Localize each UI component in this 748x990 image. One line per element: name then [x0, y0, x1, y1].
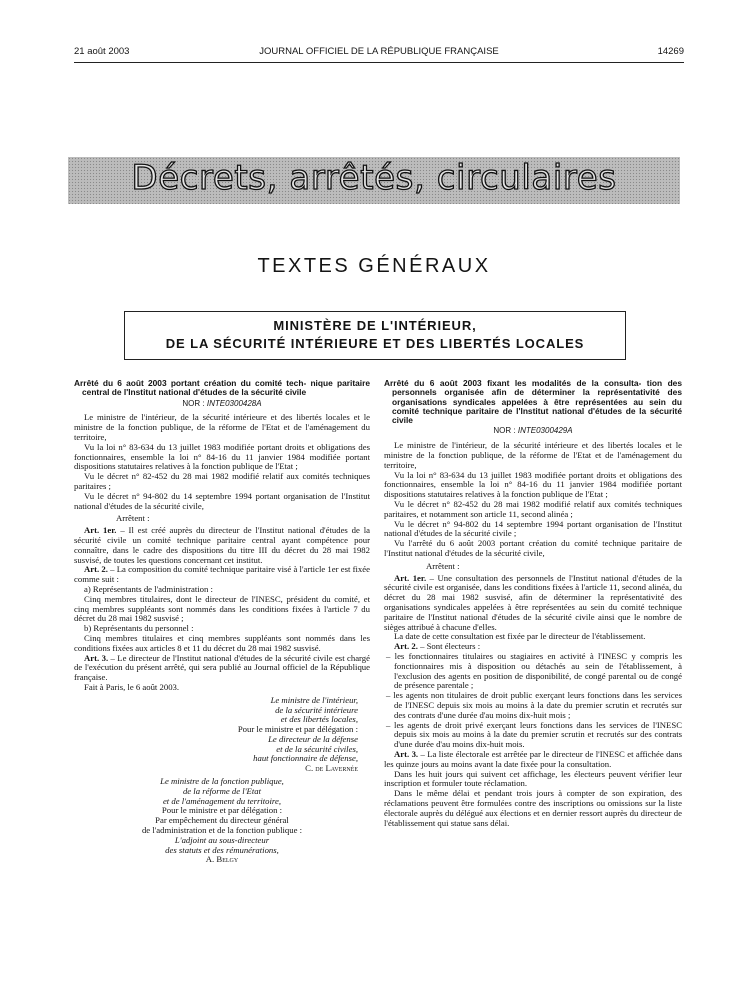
signature-line: de la sécurité intérieure	[275, 704, 358, 715]
signature-line: Pour le ministre et par délégation :	[237, 724, 358, 735]
signature-line: Le ministre de la fonction publique,	[160, 776, 284, 787]
article-text: – Sont électeurs :	[417, 641, 481, 652]
article-label: Art. 3.	[84, 652, 109, 663]
article-3	[384, 750, 682, 770]
paragraph: Dans les huit jours qui suivent cet affichage, les électeurs peuvent vérifier leur inscription et formuler toute réclamation.	[384, 768, 682, 789]
nor-code: INTE0300429A	[517, 426, 573, 436]
signature-line: de la réforme de l'Etat	[182, 785, 262, 796]
right-column	[384, 379, 682, 828]
paragraph: La date de cette consultation est fixée par le directeur de l'établissement.	[394, 631, 646, 642]
signature-line: de l'administration et de la fonction publique :	[141, 825, 303, 836]
decree-title	[384, 379, 682, 425]
list-item: – les agents non titulaires de droit public exerçant leurs fonctions dans les services de l'INESC depuis six mois au moins à la date du premier scrutin et recrutés sur des contrats d'une durée d'au moins dix-huit mois ;	[386, 690, 682, 720]
signing-place-date: Fait à Paris, le 6 août 2003.	[84, 681, 180, 692]
paragraph: b) Représentants du personnel :	[84, 623, 194, 634]
signature-line: L'adjoint au sous-directeur	[174, 834, 270, 845]
signature-line: Le directeur de la défense	[268, 733, 358, 744]
signature-line: Le ministre de l'intérieur,	[270, 694, 358, 705]
signature-line: et de la sécurité civiles,	[276, 743, 358, 754]
header-journal-title: JOURNAL OFFICIEL DE LA RÉPUBLIQUE FRANÇAISE	[259, 46, 499, 57]
paragraph: Vu le décret n° 82-452 du 28 mai 1982 modifié relatif aux comités techniques paritaires, et notamment son article 11, second alinéa ;	[384, 499, 682, 519]
decree-title-first-line: Arrêté du 6 août 2003 portant création du comité tech-	[74, 378, 307, 388]
signature-line: haut fonctionnaire de défense,	[253, 753, 358, 764]
header-date: 21 août 2003	[74, 46, 130, 57]
paragraph: Vu le décret n° 82-452 du 28 mai 1982 modifié relatif aux comités techniques paritaires ;	[74, 471, 370, 491]
section-banner	[68, 157, 680, 204]
section-title: TEXTES GÉNÉRAUX	[257, 255, 491, 277]
list-item: – les fonctionnaires titulaires ou stagiaires en activité à l'INESC y compris les fonctionnaires mis à disposition ou détachés au sein de l'établissement, à l'exclusion des agents en position de disponibilité, de congé parental ou de congé de présence parentale ;	[386, 651, 682, 691]
decree-title-rest: nique paritaire central de l'Institut national d'études de la sécurité civile	[82, 378, 371, 398]
banner-title: Décrets, arrêtés, circulaires	[131, 158, 617, 198]
paragraph: Vu l'arrêté du 6 août 2003 portant création du comité technique paritaire de l'Institut national d'études de la sécurité civile,	[384, 538, 682, 559]
article-text: – La composition du comité technique paritaire visé à l'article 1er est fixée comme suit :	[74, 564, 370, 585]
paragraph: Vu la loi n° 83-634 du 13 juillet 1983 modifiée portant droits et obligations des fonctionnaires, ensemble la loi n° 84-16 du 11 janvier 1984 modifiée portant dispositions statutaires relatives à la fonction publique de l'Etat ;	[384, 469, 682, 500]
decree-title-first-line: Arrêté du 6 août 2003 fixant les modalités de la consulta-	[384, 378, 642, 388]
ministry-line-2: DE LA SÉCURITÉ INTÉRIEURE ET DES LIBERTÉS LOCALES	[165, 336, 585, 351]
article-2	[74, 565, 370, 585]
running-header	[74, 46, 684, 60]
paragraph: Cinq membres titulaires, dont le directeur de l'INESC, président du comité, et cinq membres suppléants sont nommés dans les conditions fixées à l'article 7 du décret du 28 mai 1982 susvisé ;	[74, 593, 370, 624]
article-1	[74, 526, 370, 565]
signatory-name: A. Belgy	[205, 854, 239, 865]
paragraph: Dans le même délai et pendant trois jours à compter de son expiration, des réclamations peuvent être formulées contre des inscriptions ou omissions sur la liste électorale auprès du délégué aux élections et en dernier ressort auprès du directeur de l'établissement qui statue sans délai.	[384, 788, 682, 828]
article-3	[74, 654, 370, 683]
nor-label: NOR :	[182, 398, 205, 408]
signature-line: et de l'aménagement du territoire,	[162, 795, 282, 806]
signature-line: des statuts et des rémunérations,	[165, 844, 279, 855]
paragraph: Vu le décret n° 94-802 du 14 septembre 1994 portant organisation de l'Institut national d'études de la sécurité civile,	[74, 490, 370, 511]
ministry-line-1: MINISTÈRE DE L'INTÉRIEUR,	[273, 318, 477, 333]
signature-line: et des libertés locales,	[280, 714, 358, 725]
elector-list	[384, 652, 682, 750]
paragraph: a) Représentants de l'administration :	[84, 583, 213, 594]
article-text: – Une consultation des personnels de l'Institut national d'études de la sécurité civile est organisée, dans les conditions fixées à l'article 11, second alinéa, du décret du 28 mai 1982 susvisé, afin de déterminer la représentativité des organisations syndicales appelées à être représentées au sein du comité technique paritaire de l'Institut national d'études de la sécurité civile ainsi que le nombre de sièges attribué à chacune d'elles.	[384, 572, 682, 632]
left-column	[74, 379, 370, 865]
signature-line: Pour le ministre et par délégation :	[161, 805, 283, 816]
ministry-heading	[124, 311, 626, 360]
article-text: – Le directeur de l'Institut national d'études de la sécurité civile est chargé de l'exécution du présent arrêté, qui sera publié au Journal officiel de la République française.	[74, 652, 370, 683]
arretent-heading: Arrêtent :	[426, 560, 460, 571]
arretent-heading: Arrêtent :	[116, 513, 150, 524]
paragraph: Vu la loi n° 83-634 du 13 juillet 1983 modifiée portant droits et obligations des fonctionnaires, ensemble la loi n° 84-16 du 11 janvier 1984 modifiée portant dispositions statutaires relatives à la fonction publique de l'Etat ;	[74, 441, 370, 472]
article-label: Art. 3.	[394, 748, 419, 759]
signatory-name: C. de Lavernée	[305, 763, 358, 774]
article-label: Art. 2.	[394, 641, 418, 652]
nor-label: NOR :	[493, 426, 516, 436]
article-text: – La liste électorale est arrêtée par le directeur de l'INESC et affichée dans les quinze jours au moins avant la date fixée pour la consultation.	[384, 748, 682, 769]
article-1	[384, 574, 682, 633]
paragraph: Vu le décret n° 94-802 du 14 septembre 1994 portant organisation de l'Institut national d'études de la sécurité civile ;	[384, 518, 682, 539]
article-label: Art. 1er.	[84, 525, 117, 536]
article-text: – Il est créé auprès du directeur de l'Institut national d'études de la sécurité civile un comité technique paritaire central ayant compétence pour connaître, dans le cadre des dispositions du titre III du décret du 28 mai 1982 susvisé, de toutes les questions concernant cet institut.	[74, 525, 370, 565]
nor-reference	[384, 426, 682, 436]
paragraph: Cinq membres titulaires et cinq membres suppléants sont nommés dans les conditions fixées aux articles 8 et 11 du décret du 28 mai 1982 susvisé.	[74, 632, 370, 653]
list-item: – les agents de droit privé exerçant leurs fonctions dans les services de l'INESC depuis six mois au moins à la date du premier scrutin et recrutés sur des contrats d'une durée d'au moins dix-huit mois.	[386, 719, 682, 750]
article-label: Art. 1er.	[394, 572, 427, 583]
paragraph: Le ministre de l'intérieur, de la sécurité intérieure et des libertés locales et le ministre de la fonction publique, de la réforme de l'Etat et de l'aménagement du territoire,	[384, 440, 682, 470]
article-label: Art. 2.	[84, 564, 108, 575]
paragraph: Le ministre de l'intérieur, de la sécurité intérieure et des libertés locales et le ministre de la fonction publique, de la réforme de l'Etat et de l'aménagement du territoire,	[74, 412, 370, 442]
decree-title	[74, 379, 370, 398]
header-rule	[74, 62, 684, 63]
nor-reference	[74, 399, 370, 409]
nor-code: INTE0300428A	[206, 398, 262, 408]
decree-title-rest: tion des personnels organisée afin de déterminer la représentativité des organisations syndicales appelées à être représentées au sein du comité technique paritaire de l'Institut national d'études de la sécurité civile	[392, 378, 683, 426]
signature-line: Par empêchement du directeur général	[155, 815, 289, 826]
header-page-number: 14269	[657, 46, 684, 57]
